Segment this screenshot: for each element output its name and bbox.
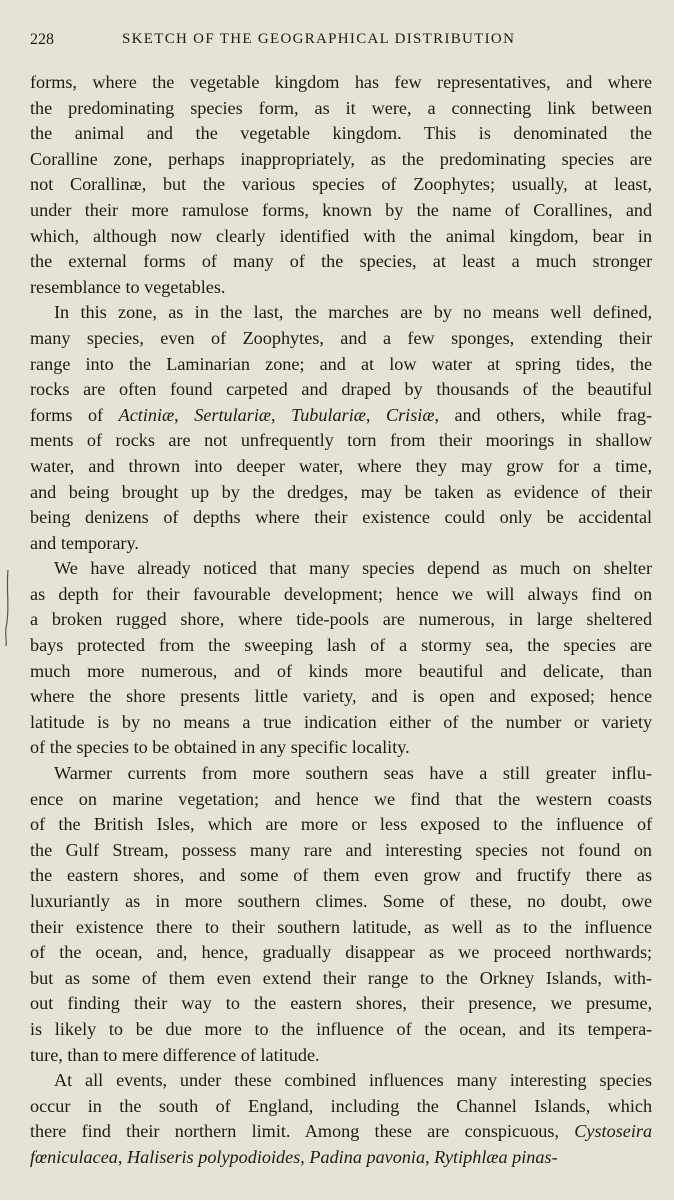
text-line: In this zone, as in the last, the marches are by no means well defined, (54, 302, 653, 323)
text-line: We have already noticed that many species depend as much on shelter (54, 558, 653, 579)
paragraph (30, 761, 652, 1068)
text-line: At all events, under these combined influences many interesting species (54, 1070, 652, 1091)
text-line: Warmer currents from more southern seas have a still greater influ- (54, 763, 653, 784)
paragraph (30, 300, 652, 556)
text-line: under their more ramulose forms, known by the name of Corallines, and (30, 199, 653, 220)
text-line: rocks are often found carpeted and draped by thousands of the beautiful (30, 379, 653, 400)
text-line: forms of Actiniæ, Sertulariæ, Tubulariæ, Crisiæ, and others, while frag- (30, 404, 653, 425)
text-line: latitude is by no means a true indication either of the number or variety (30, 711, 653, 732)
text-line: a broken rugged shore, where tide-pools are numerous, in large sheltered (30, 609, 653, 630)
paragraph (30, 1068, 652, 1170)
text-line: the external forms of many of the species, at least a much stronger (30, 251, 653, 272)
text-line: of the species to be obtained in any specific locality. (30, 737, 410, 758)
running-title: SKETCH OF THE GEOGRAPHICAL DISTRIBUTION (122, 31, 516, 47)
text-line: bays protected from the sweeping lash of a stormy sea, the species are (30, 635, 653, 656)
text-line: much more numerous, and of kinds more beautiful and delicate, than (30, 660, 653, 681)
text-line: the animal and the vegetable kingdom. This is denominated the (30, 123, 653, 144)
text-line: out finding their way to the eastern shores, their presence, we presume, (30, 993, 653, 1014)
text-line: many species, even of Zoophytes, and a few sponges, extending their (30, 327, 653, 348)
text-line: which, although now clearly identified with the animal kingdom, bear in (30, 225, 653, 246)
text-line: occur in the south of England, including the Channel Islands, which (30, 1095, 653, 1116)
text-line: Coralline zone, perhaps inappropriately, as the predominating species are (30, 148, 653, 169)
text-line: ence on marine vegetation; and hence we find that the western coasts (30, 788, 653, 809)
pencil-margin-mark (3, 568, 11, 648)
text-line: as depth for their favourable development; hence we will always find on (30, 583, 653, 604)
text-line: ments of rocks are not unfrequently torn from their moorings in shallow (30, 430, 653, 451)
text-line: the Gulf Stream, possess many rare and interesting species not found on (30, 839, 653, 860)
paragraph (30, 70, 652, 300)
text-line: of the ocean, and, hence, gradually disappear as we proceed northwards; (30, 942, 653, 963)
text-line: forms, where the vegetable kingdom has few representatives, and where (30, 72, 653, 92)
text-line: ture, than to mere difference of latitude. (30, 1044, 320, 1065)
text-line: their existence there to their southern latitude, as well as to the influence (30, 916, 653, 937)
page-header (30, 31, 630, 53)
text-line: fœniculacea, Haliseris polypodioides, Padina pavonia, Rytiphlæa pinas- (30, 1146, 558, 1167)
text-line: the eastern shores, and some of them even grow and fructify there as (30, 865, 653, 886)
page-number: 228 (30, 31, 54, 48)
text-line: and being brought up by the dredges, may be taken as evidence of their (30, 481, 653, 502)
text-line: there find their northern limit. Among these are conspicuous, Cystoseira (30, 1121, 653, 1142)
text-line: range into the Laminarian zone; and at low water at spring tides, the (30, 353, 653, 374)
text-line: and temporary. (30, 532, 139, 553)
text-line: being denizens of depths where their existence could only be accidental (30, 507, 653, 528)
text-line: luxuriantly as in more southern climes. Some of these, no doubt, owe (30, 891, 653, 911)
text-line: but as some of them even extend their range to the Orkney Islands, with- (30, 967, 653, 988)
text-line: water, and thrown into deeper water, where they may grow for a time, (30, 455, 653, 476)
text-line: is likely to be due more to the influence of the ocean, and its tempera- (30, 1018, 653, 1039)
paragraph (30, 556, 652, 761)
text-line: the predominating species form, as it were, a connecting link between (30, 97, 653, 118)
text-line: where the shore presents little variety, and is open and exposed; hence (30, 686, 653, 707)
text-line: of the British Isles, which are more or less exposed to the influence of (30, 814, 653, 835)
text-line: resemblance to vegetables. (30, 276, 226, 297)
text-line: not Corallinæ, but the various species of Zoophytes; usually, at least, (30, 174, 653, 195)
body-text (30, 70, 652, 1171)
